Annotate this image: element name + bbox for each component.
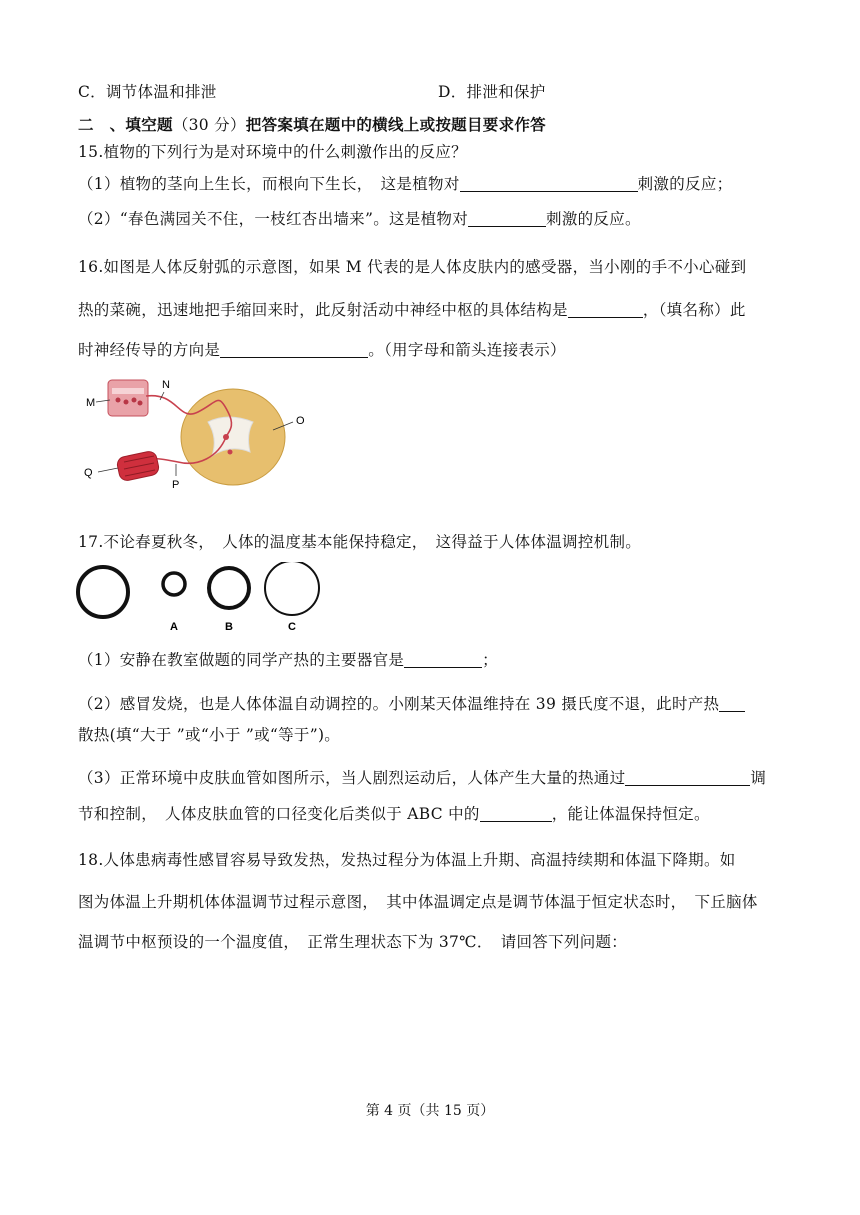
answer-blank[interactable] bbox=[404, 651, 482, 668]
q17-part1-text: （1）安静在教室做题的同学产热的主要器官是 bbox=[78, 651, 405, 669]
option-d-row bbox=[438, 80, 546, 102]
q18-line2: 图为体温上升期机体体温调节过程示意图， 其中体温调定点是调节体温于恒定状态时， 下丘脑体 bbox=[78, 893, 758, 911]
label-a: A bbox=[170, 621, 178, 633]
q16-line2-text: 热的菜碗，迅速地把手缩回来时，此反射活动中神经中枢的具体结构是 bbox=[78, 301, 568, 319]
answer-blank[interactable] bbox=[480, 805, 552, 822]
label-o: O bbox=[296, 415, 305, 427]
answer-blank[interactable] bbox=[468, 210, 546, 227]
q16-line3 bbox=[78, 338, 566, 360]
q17-part2-text: （2）感冒发烧，也是人体体温自动调控的。小刚某天体温维持在 39 摄氏度不退，此时产热 bbox=[78, 695, 720, 713]
section-heading bbox=[78, 113, 546, 135]
q15-part2-text: （2）“春色满园关不住，一枝红杏出墙来”。这是植物对 bbox=[78, 210, 469, 228]
q17-part3-text: （3）正常环境中皮肤血管如图所示，当人剧烈运动后，人体产生大量的热通过 bbox=[78, 769, 626, 787]
vessel-c bbox=[265, 562, 319, 615]
option-d: D．排泄和保护 bbox=[438, 83, 546, 101]
page-footer: 第 4 页（共 15 页） bbox=[365, 1103, 495, 1119]
q15-part1 bbox=[78, 172, 732, 194]
label-c: C bbox=[288, 621, 296, 633]
normal-vessel bbox=[78, 567, 128, 617]
label-p: P bbox=[172, 479, 180, 491]
q16-line2 bbox=[78, 298, 746, 320]
vessel-b bbox=[209, 568, 249, 608]
q18-line3: 温调节中枢预设的一个温度值， 正常生理状态下为 37℃． 请回答下列问题： bbox=[78, 933, 628, 951]
q17-part3-end: 调 bbox=[750, 769, 767, 787]
q17-part3 bbox=[78, 766, 766, 788]
label-q: Q bbox=[84, 467, 93, 479]
q17-part3-cont-end: ，能让体温保持恒定。 bbox=[551, 805, 710, 823]
q17-part3-cont bbox=[78, 802, 710, 824]
q15-part1-end: 刺激的反应； bbox=[637, 175, 733, 193]
vessel-a bbox=[163, 573, 185, 595]
reflex-arc-figure bbox=[78, 372, 328, 497]
section-heading-prefix: 二 、填空题 bbox=[78, 115, 173, 134]
answer-blank[interactable] bbox=[568, 301, 643, 318]
q15-part2 bbox=[78, 207, 641, 229]
q15-part1-text: （1）植物的茎向上生长，而根向下生长， 这是植物对 bbox=[78, 175, 460, 193]
spinal-cord bbox=[181, 389, 285, 485]
q17-stem: 17.不论春夏秋冬， 人体的温度基本能保持稳定， 这得益于人体体温调控机制。 bbox=[78, 533, 642, 551]
q15-stem: 15.植物的下列行为是对环境中的什么刺激作出的反应？ bbox=[78, 143, 467, 161]
answer-blank[interactable] bbox=[220, 341, 368, 358]
q15-part2-end: 刺激的反应。 bbox=[546, 210, 641, 228]
option-c: C．调节体温和排泄 bbox=[78, 83, 217, 101]
q17-part3-cont-text: 节和控制， 人体皮肤血管的口径变化后类似于 ABC 中的 bbox=[78, 805, 480, 823]
q18-line1: 18.人体患病毒性感冒容易导致发热，发热过程分为体温上升期、高温持续期和体温下降期。如 bbox=[78, 851, 736, 869]
answer-blank[interactable] bbox=[460, 175, 638, 192]
q17-part1 bbox=[78, 648, 498, 670]
section-heading-rest: 把答案填在题中的横线上或按题目要求作答 bbox=[245, 115, 546, 134]
q16-line2-end: ，（填名称）此 bbox=[642, 301, 746, 319]
blood-vessel-figure bbox=[70, 562, 330, 634]
skin-receptor bbox=[108, 380, 148, 416]
q16-line3-end: 。（用字母和箭头连接表示） bbox=[368, 341, 566, 359]
answer-blank[interactable] bbox=[625, 769, 750, 786]
option-c-row bbox=[78, 80, 217, 102]
q17-part2-cont: 散热(填“大于 ”或“小于 ”或“等于”)。 bbox=[78, 726, 341, 744]
label-b: B bbox=[225, 621, 233, 633]
answer-blank[interactable] bbox=[719, 695, 745, 712]
q16-line1: 16.如图是人体反射弧的示意图，如果 M 代表的是人体皮肤内的感受器，当小刚的手不小心碰到 bbox=[78, 258, 747, 276]
q16-line3-text: 时神经传导的方向是 bbox=[78, 341, 221, 359]
section-score: （30 分） bbox=[172, 116, 246, 134]
q17-part2 bbox=[78, 692, 745, 714]
q17-part1-end: ； bbox=[482, 651, 498, 669]
effector-muscle bbox=[116, 450, 160, 482]
label-n: N bbox=[162, 379, 170, 391]
label-m: M bbox=[86, 397, 96, 409]
